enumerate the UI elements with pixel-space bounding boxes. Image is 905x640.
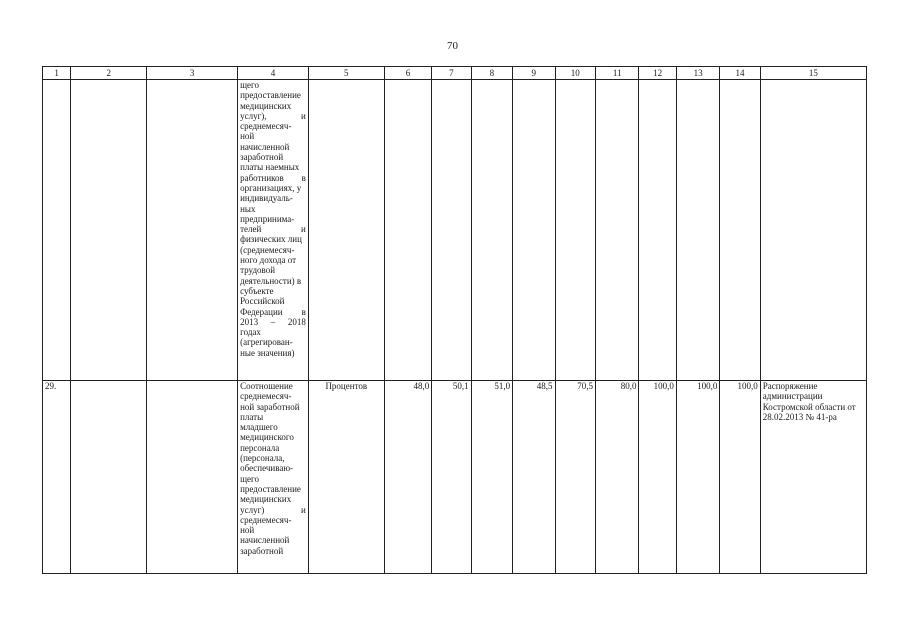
indicator-line: медицинского — [240, 432, 294, 443]
indicator-line: услуг), и — [240, 110, 306, 121]
row-number — [43, 80, 71, 381]
value-cell — [513, 80, 555, 381]
indicator-line: заработной — [240, 152, 284, 163]
value-cell: 100,0 — [639, 381, 676, 574]
indicator-line: персонала — [240, 442, 280, 453]
column-header: 5 — [308, 67, 384, 80]
indicator-line: среднемесяч- — [240, 391, 292, 402]
value-cell: 48,0 — [384, 381, 432, 574]
indicator-line: 2013 – 2018 — [240, 316, 306, 327]
indicator-line: трудовой — [240, 265, 276, 276]
source-cell: Распоряжение администрации Костромской области от 28.02.2013 № 41-ра — [760, 381, 866, 574]
value-cell: 48,5 — [513, 381, 555, 574]
indicator-line: работников в — [240, 172, 306, 183]
value-cell — [555, 80, 595, 381]
table-row — [43, 80, 867, 381]
indicator-cell — [238, 80, 309, 381]
indicator-line: ной заработной — [240, 401, 300, 412]
value-cell — [471, 80, 512, 381]
indicator-line: щего — [240, 473, 260, 484]
indicator-line: деятельности) в — [240, 275, 302, 286]
empty-cell — [147, 381, 238, 574]
indicator-line: предоставление — [240, 483, 301, 494]
indicator-line: физических лиц — [240, 234, 302, 245]
column-header: 11 — [595, 67, 638, 80]
empty-cell — [71, 80, 147, 381]
indicator-line: ной — [240, 131, 255, 142]
indicator-line: младшего — [240, 422, 278, 433]
table-row — [43, 381, 867, 574]
row-number: 29. — [43, 381, 71, 574]
empty-cell — [147, 80, 238, 381]
value-cell — [384, 80, 432, 381]
value-cell: 80,0 — [595, 381, 638, 574]
empty-cell — [71, 381, 147, 574]
indicator-line: Соотношение — [240, 381, 293, 391]
column-header: 14 — [720, 67, 760, 80]
indicator-line: предоставление — [240, 90, 301, 101]
column-header: 6 — [384, 67, 432, 80]
column-header: 1 — [43, 67, 71, 80]
indicator-line: щего — [240, 80, 260, 90]
indicator-line: услуг) и — [240, 504, 306, 515]
column-header: 10 — [555, 67, 595, 80]
indicator-line: (агрегирован- — [240, 337, 293, 348]
indicator-line: индивидуаль- — [240, 193, 293, 204]
indicator-line: телей и — [240, 224, 306, 235]
source-cell — [760, 80, 866, 381]
indicator-line: (персонала, — [240, 453, 285, 464]
indicator-line: начисленной — [240, 535, 290, 546]
value-cell: 70,5 — [555, 381, 595, 574]
column-header: 7 — [432, 67, 471, 80]
indicator-line: (среднемесяч- — [240, 244, 295, 255]
indicator-line: медицинских — [240, 100, 292, 111]
value-cell — [432, 80, 471, 381]
indicator-line: платы — [240, 411, 264, 422]
column-header: 12 — [639, 67, 676, 80]
indicator-line: Российской — [240, 296, 285, 307]
data-table — [42, 66, 867, 574]
value-cell — [720, 80, 760, 381]
column-header: 8 — [471, 67, 512, 80]
column-header: 2 — [71, 67, 147, 80]
value-cell: 51,0 — [471, 381, 512, 574]
indicator-line: субъекте — [240, 285, 274, 296]
indicator-line: годах — [240, 327, 261, 338]
column-header: 13 — [676, 67, 719, 80]
value-cell — [676, 80, 719, 381]
unit-cell — [308, 80, 384, 381]
indicator-line: предпринима- — [240, 213, 295, 224]
value-cell — [595, 80, 638, 381]
indicator-line: обеспечиваю- — [240, 463, 294, 474]
indicator-cell — [238, 381, 309, 574]
value-cell — [639, 80, 676, 381]
indicator-line: медицинских — [240, 494, 292, 505]
indicator-line: организациях, у — [240, 182, 302, 193]
indicator-line: начисленной — [240, 141, 290, 152]
page-number: 70 — [447, 40, 458, 52]
indicator-line: ные значения) — [240, 347, 295, 358]
indicator-line: среднемесяч- — [240, 121, 292, 132]
indicator-line: заработной — [240, 545, 284, 556]
column-header: 3 — [147, 67, 238, 80]
unit-cell: Процентов — [308, 381, 384, 574]
column-header: 15 — [760, 67, 866, 80]
table-header-row — [43, 67, 867, 80]
indicator-line: ных — [240, 203, 256, 214]
indicator-line: ного дохода от — [240, 255, 297, 266]
indicator-line: ной — [240, 525, 255, 536]
value-cell: 50,1 — [432, 381, 471, 574]
indicator-line: Федерации в — [240, 306, 306, 317]
indicator-line: среднемесяч- — [240, 514, 292, 525]
value-cell: 100,0 — [720, 381, 760, 574]
column-header: 4 — [238, 67, 309, 80]
value-cell: 100,0 — [676, 381, 719, 574]
indicator-line: платы наемных — [240, 162, 300, 173]
column-header: 9 — [513, 67, 555, 80]
